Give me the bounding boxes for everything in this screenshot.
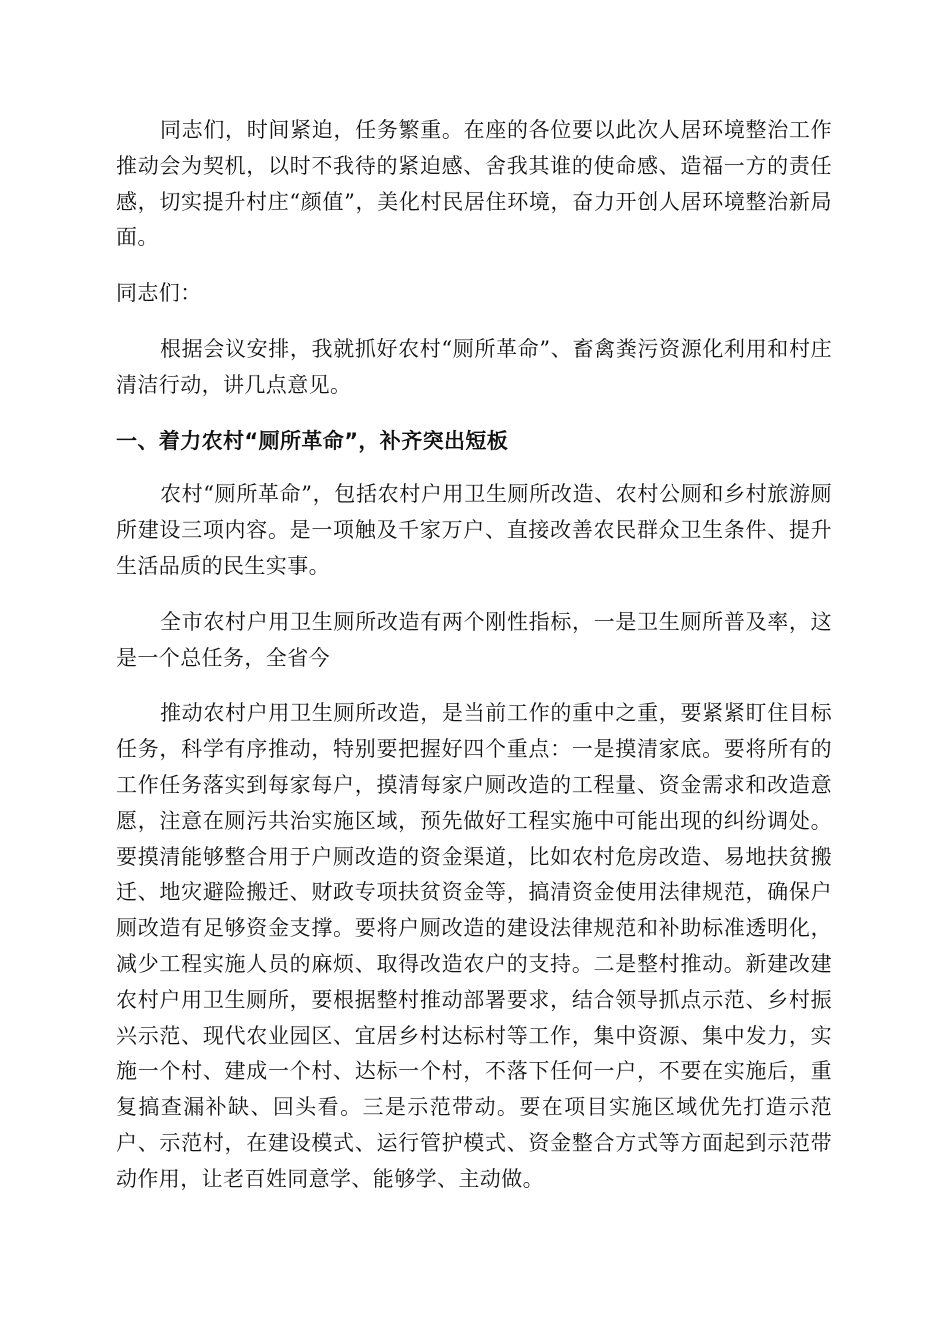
paragraph-agenda: 根据会议安排，我就抓好农村“厕所革命”、畜禽粪污资源化利用和村庄清洁行动，讲几点意见。 xyxy=(116,336,832,397)
section-heading-1: 一、着力农村“厕所革命”，补齐突出短板 xyxy=(116,428,509,453)
document-page xyxy=(116,113,832,1218)
paragraph-key-points: 推动农村户用卫生厕所改造，是当前工作的重中之重，要紧紧盯住目标任务，科学有序推动，特别要把握好四个重点：一是摸清家底。要将所有的工作任务落实到每家每户，摸清每家户厕改造的工程量、资金需求和改造意愿，注意在厕污共治实施区域，预先做好工程实施中可能出现的纠纷调处。要摸清能够整合用于户厕改造的资金渠道，比如农村危房改造、易地扶贫搬迁、地灾避险搬迁、财政专项扶贫资金等，搞清资金使用法律规范，确保户厕改造有足够资金支撑。要将户厕改造的建设法律规范和补助标准透明化，减少工程实施人员的麻烦、取得改造农户的支持。二是整村推动。新建改建农村户用卫生厕所，要根据整村推动部署要求，结合领导抓点示范、乡村振兴示范、现代农业园区、宜居乡村达标村等工作，集中资源、集中发力，实施一个村、建成一个村、达标一个村，不落下任何一户，不要在实施后，重复搞查漏补缺、回头看。三是示范带动。要在项目实施区域优先打造示范户、示范村，在建设模式、运行管护模式、资金整合方式等方面起到示范带动作用，让老百姓同意学、能够学、主动做。 xyxy=(116,701,832,1191)
paragraph-salutation: 同志们： xyxy=(116,281,202,306)
paragraph-closing-remarks: 同志们，时间紧迫，任务繁重。在座的各位要以此次人居环境整治工作推动会为契机，以时不我待的紧迫感、舍我其谁的使命感、造福一方的责任感，切实提升村庄“颜值”，美化村民居住环境，奋力开创人居环境整治新局面。 xyxy=(116,118,832,250)
paragraph-indicators: 全市农村户用卫生厕所改造有两个刚性指标，一是卫生厕所普及率，这是一个总任务，全省今 xyxy=(116,609,832,670)
paragraph-toilet-revolution-intro: 农村“厕所革命”，包括农村户用卫生厕所改造、农村公厕和乡村旅游厕所建设三项内容。是一项触及千家万户、直接改善农民群众卫生条件、提升生活品质的民生实事。 xyxy=(116,482,832,578)
